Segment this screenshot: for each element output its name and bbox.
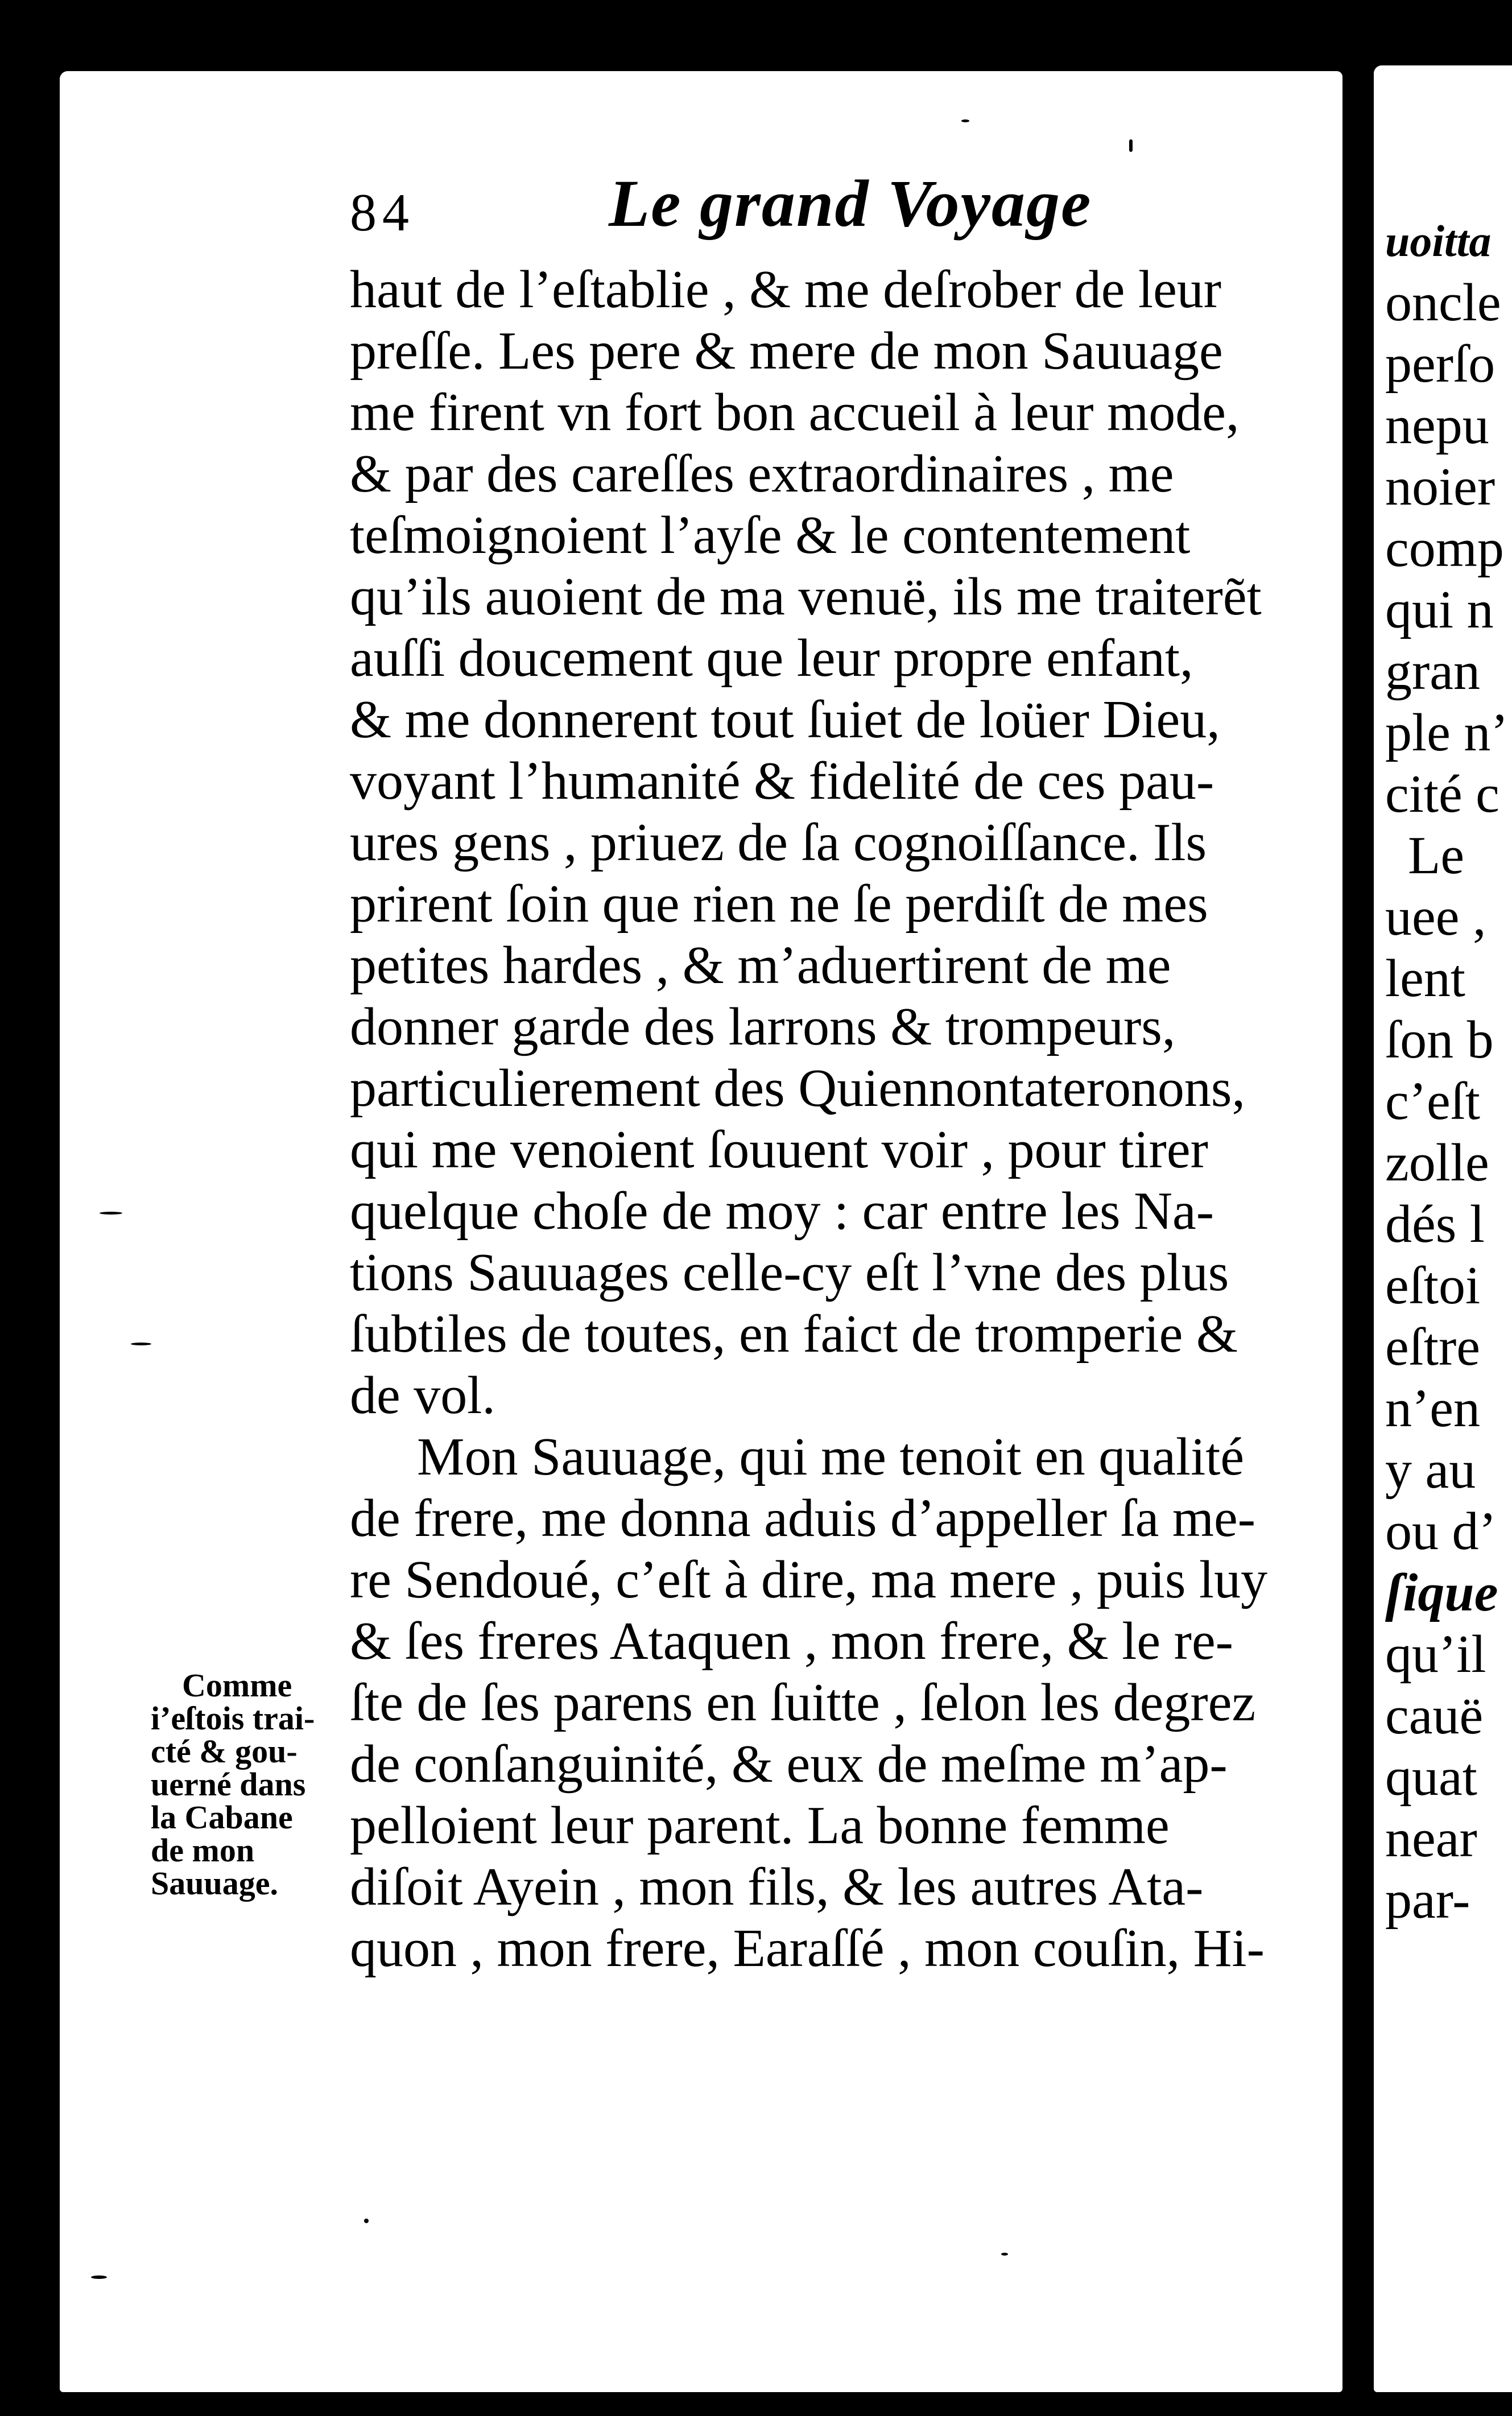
right-line: nepu xyxy=(1385,396,1489,455)
text-line: donner garde des larrons & trompeurs, xyxy=(350,997,1176,1056)
text-line: & ſes freres Ataquen , mon frere, & le re- xyxy=(350,1612,1233,1671)
margin-note-line: de mon xyxy=(151,1832,255,1869)
text-line: teſmoignoient l’ayſe & le contentement xyxy=(350,506,1191,565)
right-line: comp xyxy=(1385,519,1504,578)
scan-speck xyxy=(91,2275,107,2279)
text-line: preſſe. Les pere & mere de mon Sauuage xyxy=(350,321,1223,381)
margin-note-line: Comme xyxy=(182,1667,292,1704)
text-line: pelloient leur parent. La bonne femme xyxy=(350,1796,1170,1855)
right-line: near xyxy=(1385,1809,1477,1868)
text-line: particulierement des Quiennontateronons, xyxy=(350,1059,1245,1118)
text-line: ures gens , priuez de ſa cognoiſſance. Ils xyxy=(350,813,1207,872)
page-number: 84 xyxy=(350,183,415,242)
right-line: ou d’ xyxy=(1385,1502,1497,1561)
right-page-text xyxy=(1385,210,1512,1931)
margin-note-line: uerné dans xyxy=(151,1766,306,1803)
text-line: auſſi doucement que leur propre enfant, xyxy=(350,629,1193,688)
text-line: qu’ils auoient de ma venuë, ils me traiterẽt xyxy=(350,567,1262,626)
body-text xyxy=(350,259,1334,1979)
scan-speck xyxy=(1001,2253,1008,2256)
right-line: uee , xyxy=(1385,887,1486,947)
text-line: de vol. xyxy=(350,1366,495,1425)
right-line: eſtoi xyxy=(1385,1256,1481,1315)
text-line: quelque choſe de moy : car entre les Na- xyxy=(350,1182,1214,1241)
text-line: re Sendoué, c’eſt à dire, ma mere , puis luy xyxy=(350,1550,1268,1609)
text-line: petites hardes , & m’aduertirent de me xyxy=(350,936,1171,995)
text-line: me firent vn fort bon accueil à leur mode, xyxy=(350,383,1240,442)
text-line: tions Sauuages celle-cy eſt l’vne des plus xyxy=(350,1243,1229,1302)
margin-note-line: Sauuage. xyxy=(151,1865,279,1902)
right-line: ſon b xyxy=(1385,1010,1494,1069)
right-line: c’eſt xyxy=(1385,1072,1480,1131)
right-line: dés l xyxy=(1385,1195,1485,1254)
margin-note xyxy=(151,1667,356,1902)
right-line: n’en xyxy=(1385,1379,1481,1438)
text-line: de frere, me donna aduis d’appeller ſa me- xyxy=(350,1489,1256,1548)
right-line: ple n’ xyxy=(1385,703,1509,762)
text-line: & me donnerent tout ſuiet de loüer Dieu, xyxy=(350,690,1220,749)
right-line: cauë xyxy=(1385,1686,1484,1745)
right-line: cité c xyxy=(1385,765,1499,824)
paragraph-start-line: Mon Sauuage, qui me tenoit en qualité xyxy=(417,1427,1245,1486)
scan-speck xyxy=(364,2219,369,2223)
text-line: haut de l’eſtablie , & me deſrober de leur xyxy=(350,260,1222,319)
right-line: qui n xyxy=(1385,580,1494,639)
text-line: ſte de ſes parens en ſuitte , ſelon les degrez xyxy=(350,1673,1256,1732)
right-line: y au xyxy=(1385,1440,1476,1500)
text-line: de conſanguinité, & eux de meſme m’ap- xyxy=(350,1734,1228,1794)
right-line: zolle xyxy=(1385,1133,1489,1192)
margin-note-line: la Cabane xyxy=(151,1799,293,1836)
margin-note-line: cté & gou- xyxy=(151,1733,298,1770)
scan-speck xyxy=(100,1212,122,1215)
running-title: Le grand Voyage xyxy=(609,166,1092,241)
margin-note-line: i’eſtois trai- xyxy=(151,1700,315,1737)
text-line: prirent ſoin que rien ne ſe perdiſt de mes xyxy=(350,874,1208,934)
right-line: eſtre xyxy=(1385,1318,1480,1377)
text-line: ſubtiles de toutes, en faict de tromperie & xyxy=(350,1304,1238,1364)
right-line: Le xyxy=(1408,826,1465,885)
right-line: par- xyxy=(1385,1870,1470,1930)
page-header xyxy=(290,165,1155,245)
right-line: quat xyxy=(1385,1748,1477,1807)
right-line: qu’il xyxy=(1385,1625,1486,1684)
scan-speck xyxy=(1129,139,1133,152)
right-line: oncle xyxy=(1385,273,1501,332)
right-line: noier xyxy=(1385,457,1496,517)
text-line: diſoit Ayein , mon fils, & les autres Ata- xyxy=(350,1857,1204,1917)
scan-speck xyxy=(131,1343,151,1345)
text-line: quon , mon frere, Earaſſé , mon couſin, Hi- xyxy=(350,1919,1265,1978)
text-line: voyant l’humanité & fidelité de ces pau- xyxy=(350,751,1214,811)
right-line: perſo xyxy=(1385,334,1496,394)
right-line: ſique xyxy=(1385,1563,1498,1622)
scan-speck xyxy=(961,119,969,122)
text-line: & par des careſſes extraordinaires , me xyxy=(350,444,1174,503)
right-line: uoitta xyxy=(1385,216,1492,266)
text-line: qui me venoient ſouuent voir , pour tirer xyxy=(350,1120,1208,1179)
right-line: gran xyxy=(1385,642,1481,701)
right-line: lent xyxy=(1385,949,1465,1008)
